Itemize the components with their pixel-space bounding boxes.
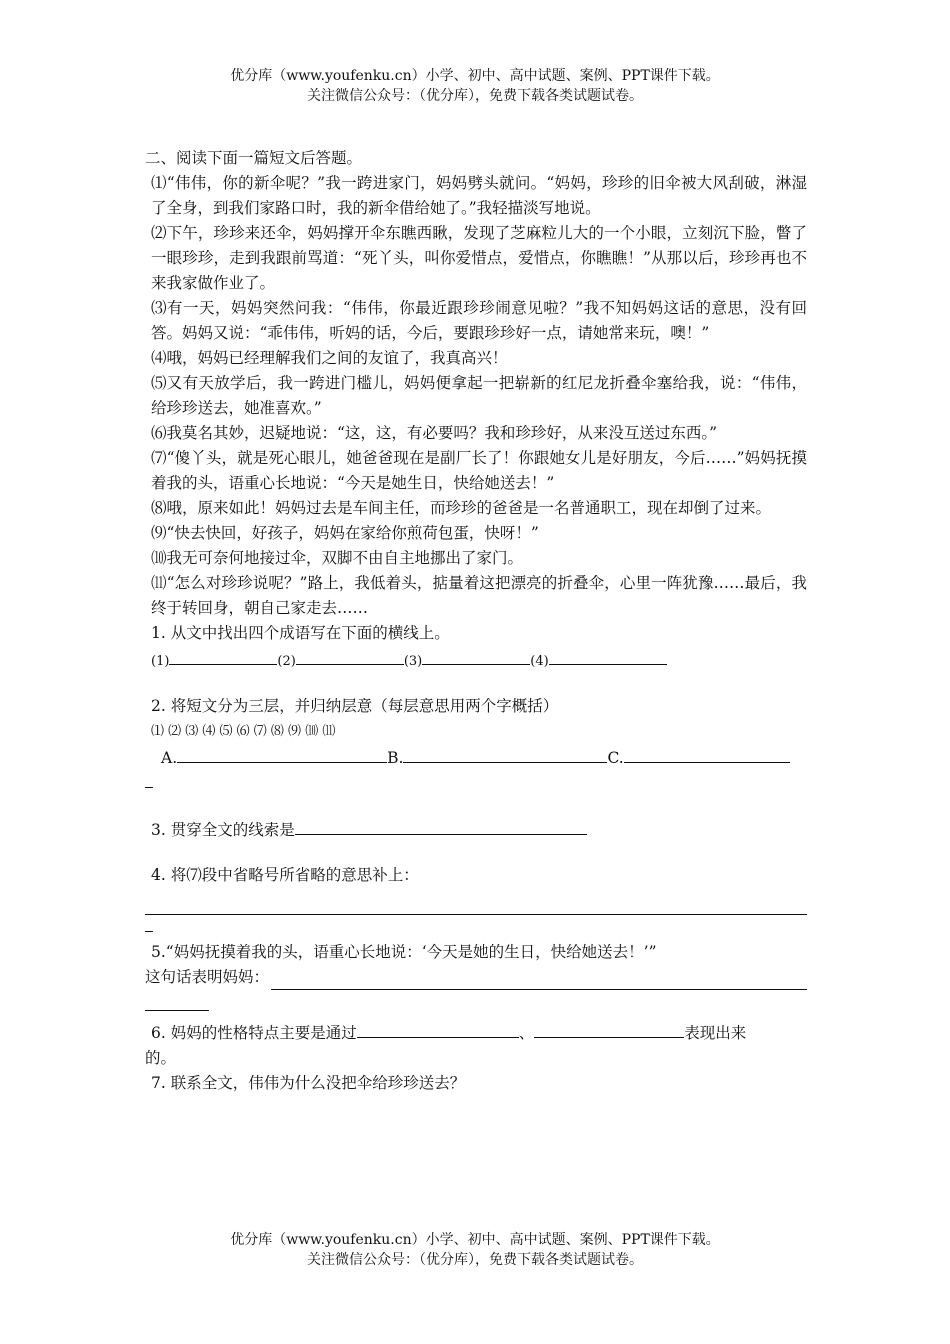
paragraph-10: ⑽我无可奈何地接过伞，双脚不由自主地挪出了家门。 (151, 549, 524, 567)
paragraph-6: ⑹我莫名其妙，迟疑地说：“这，这，有必要吗？我和珍珍好，从来没互送过东西。” (151, 424, 718, 442)
q5-text-2: 这句话表明妈妈： (145, 968, 270, 986)
q2-blank-b[interactable] (403, 744, 607, 763)
q5-blank-tail[interactable] (145, 992, 209, 1011)
question-2-numbers: ⑴ ⑵ ⑶ ⑷ ⑸ ⑹ ⑺ ⑻ ⑼ ⑽ ⑾ (151, 724, 336, 739)
q2-label-a: A. (161, 749, 178, 767)
header-line-2: 关注微信公众号：（优分库），免费下载各类试题试卷。 (307, 88, 643, 104)
q2-label-c: C. (607, 749, 624, 767)
header-line-1: 优分库（www.youfenku.cn）小学、初中、高中试题、案例、PPT课件下载。 (230, 68, 720, 84)
q6-text-b: 表现出来 (684, 1024, 747, 1042)
paragraph-1: ⑴“伟伟，你的新伞呢？”我一跨进家门，妈妈劈头就问。“妈妈，珍珍的旧伞被大风刮破，淋湿了全身，到我们家路口时，我的新伞借给她了。”我轻描淡写地说。 (151, 174, 807, 217)
q6-text-a: 6. 妈妈的性格特点主要是通过 (151, 1024, 357, 1042)
q1-label-1: (1) (151, 654, 170, 669)
q6-sep: 、 (518, 1024, 535, 1042)
q3-blank[interactable] (295, 816, 587, 835)
question-2-blanks (145, 744, 807, 771)
paragraph-8: ⑻哦，原来如此！妈妈过去是车间主任，而珍珍的爸爸是一名普通职工，现在却倒了过来。 (151, 499, 772, 517)
q4-blank-tail (145, 916, 153, 932)
paragraph-11: ⑾“怎么对珍珍说呢？”路上，我低着头，掂量着这把漂亮的折叠伞，心里一阵犹豫……最后，我终于转回身，朝自己家走去…… (151, 574, 807, 617)
paragraph-7: ⑺“傻丫头，就是死心眼儿，她爸爸现在是副厂长了！你跟她女儿是好朋友，今后……”妈妈抚摸着我的头，语重心长地说：“今天是她生日，快给她送去！” (151, 449, 807, 492)
q2-blank-c-tail (145, 772, 153, 788)
q1-blank-4[interactable] (549, 646, 667, 665)
q6-text-c: 的。 (145, 1049, 177, 1067)
q4-blank[interactable] (145, 892, 807, 915)
q1-label-2: (2) (277, 654, 296, 669)
question-1: 1. 从文中找出四个成语写在下面的横线上。 (151, 624, 450, 642)
question-5-answer (145, 965, 807, 990)
paragraph-5: ⑸又有天放学后，我一跨进门槛儿，妈妈便拿起一把崭新的红尼龙折叠伞塞给我，说：“伟伟，给珍珍送去，她准喜欢。” (151, 374, 807, 417)
question-3 (145, 816, 807, 843)
question-4: 4. 将⑺段中省略号所省略的意思补上： (151, 866, 419, 884)
q1-label-4: (4) (530, 654, 549, 669)
q6-blank-2[interactable] (534, 1019, 684, 1038)
footer-line-2: 关注微信公众号：（优分库），免费下载各类试题试卷。 (307, 1252, 643, 1268)
question-1-blanks (145, 646, 807, 674)
page-header (0, 66, 950, 106)
question-2: 2. 将短文分为三层，并归纳层意（每层意思用两个字概括） (151, 697, 559, 715)
q2-label-b: B. (387, 749, 404, 767)
footer-line-1: 优分库（www.youfenku.cn）小学、初中、高中试题、案例、PPT课件下载。 (230, 1232, 720, 1248)
q5-blank[interactable] (271, 971, 807, 990)
question-7: 7. 联系全文，伟伟为什么没把伞给珍珍送去？ (151, 1074, 466, 1092)
section-title: 二、阅读下面一篇短文后答题。 (145, 149, 363, 167)
q3-text: 3. 贯穿全文的线索是 (151, 821, 295, 839)
document-body (145, 146, 807, 1096)
paragraph-4: ⑷哦，妈妈已经理解我们之间的友谊了，我真高兴！ (151, 349, 508, 367)
question-5: 5.“妈妈抚摸着我的头，语重心长地说：‘今天是她的生日，快给她送去！’” (151, 943, 657, 961)
q2-blank-a[interactable] (177, 744, 387, 763)
q2-blank-c[interactable] (624, 744, 790, 763)
q1-label-3: (3) (403, 654, 423, 669)
paragraph-9: ⑼“快去快回，好孩子，妈妈在家给你煎荷包蛋，快呀！” (151, 524, 539, 542)
question-6 (145, 1019, 807, 1046)
q1-blank-3[interactable] (422, 646, 530, 665)
paragraph-2: ⑵下午，珍珍来还伞，妈妈撑开伞东瞧西瞅，发现了芝麻粒儿大的一个小眼，立刻沉下脸，瞥了一眼珍珍，走到我跟前骂道：“死丫头，叫你爱惜点，爱惜点，你瞧瞧！”从那以后，珍珍再也不来我家做作业了。 (151, 224, 807, 292)
paragraph-3: ⑶有一天，妈妈突然问我：“伟伟，你最近跟珍珍闹意见啦？”我不知妈妈这话的意思，没有回答。妈妈又说：“乖伟伟，听妈的话，今后，要跟珍珍好一点，请她常来玩，噢！” (151, 299, 807, 342)
q1-blank-1[interactable] (169, 646, 277, 665)
q1-blank-2[interactable] (296, 646, 404, 665)
q6-blank-1[interactable] (357, 1019, 519, 1038)
page-footer (0, 1230, 950, 1270)
